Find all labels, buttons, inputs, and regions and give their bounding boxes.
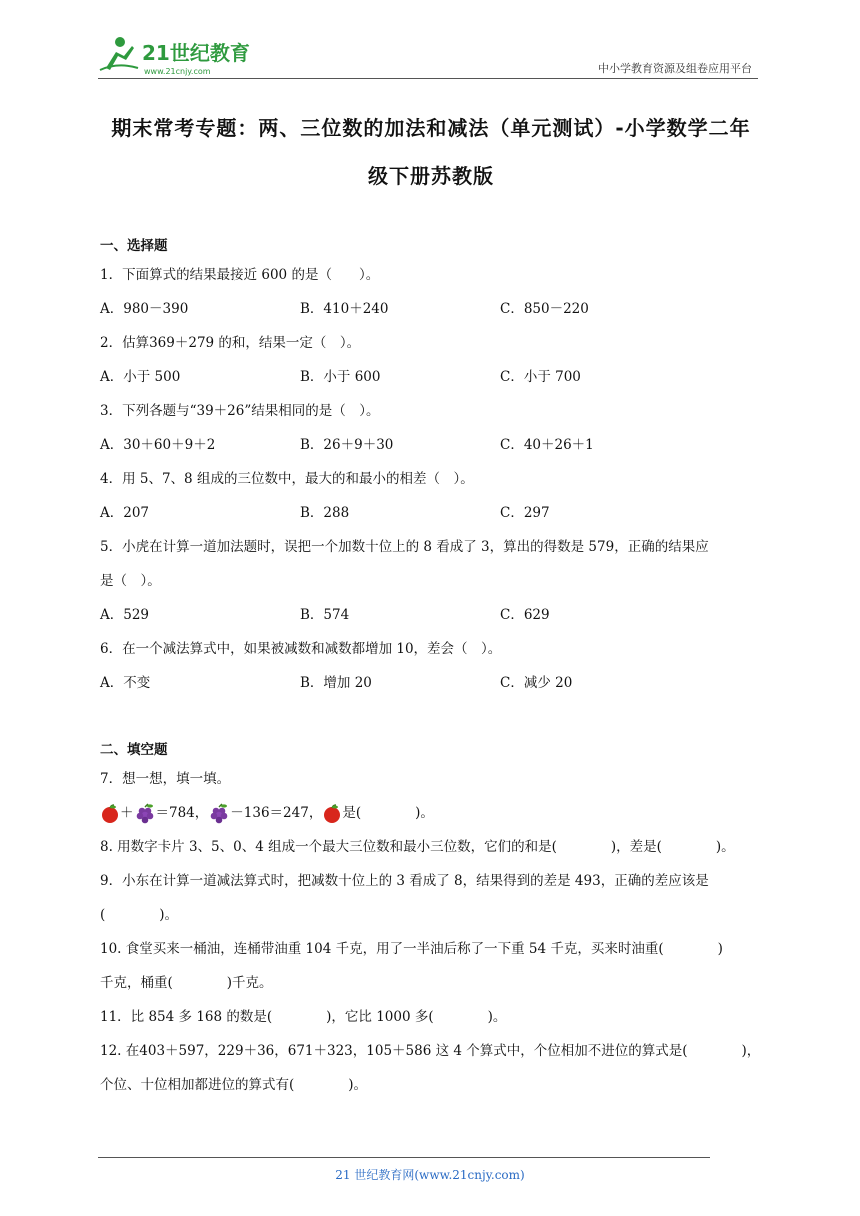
svg-text:21世纪教育: 21世纪教育 (142, 41, 250, 65)
option-c: C．850－220 (500, 301, 589, 317)
option-a: A．30＋60＋9＋2 (100, 437, 216, 453)
option-b: B．410＋240 (300, 301, 389, 317)
question-2: 2．估算369＋279 的和，结果一定（ ）。 (100, 335, 361, 351)
section-title: 二、填空题 (100, 742, 168, 758)
question-12: 12. 在403＋597，229＋36，671＋323，105＋586 这 4 个算式中，个位相加不进位的算式是( )， (100, 1043, 761, 1059)
section-title: 一、选择题 (100, 238, 168, 254)
option-b: B．26＋9＋30 (300, 437, 394, 453)
question-3: 3．下列各题与“39＋26”结果相同的是（ ）。 (100, 403, 380, 419)
question-10: 10. 食堂买来一桶油，连桶带油重 104 千克，用了一半油后称了一下重 54 千克，买来时油重( ) (100, 941, 723, 957)
equation-part: ＝784， (155, 805, 209, 821)
apple-icon (100, 804, 120, 824)
option-b: B．小于 600 (300, 369, 381, 385)
question-4: 4．用 5、7、8 组成的三位数中，最大的和最小的相差（ ）。 (100, 471, 474, 487)
page-title (96, 104, 766, 200)
footer-divider (98, 1157, 710, 1158)
question-10-cont: 千克，桶重( )千克。 (100, 975, 273, 991)
options-1 (100, 292, 762, 326)
plus-sign: ＋ (120, 805, 134, 821)
options-4 (100, 496, 762, 530)
title-line-1: 期末常考专题：两、三位数的加法和减法（单元测试）-小学数学二年 (111, 116, 751, 140)
equation-part: －136＝247， (230, 805, 323, 821)
question-9: 9．小东在计算一道减法算式时，把减数十位上的 3 看成了 8，结果得到的差是 493，正确的差应该是 (100, 873, 709, 889)
grape-icon (134, 803, 156, 825)
option-c: C．40＋26＋1 (500, 437, 594, 453)
option-a: A．小于 500 (100, 369, 181, 385)
apple-icon (322, 804, 342, 824)
option-b: B．288 (300, 505, 350, 521)
options-6 (100, 666, 762, 700)
title-line-2: 级下册苏教版 (368, 164, 494, 188)
question-12-cont: 个位、十位相加都进位的算式有( )。 (100, 1077, 368, 1093)
option-c: C．减少 20 (500, 675, 573, 691)
page-header (98, 28, 758, 78)
worksheet-content (100, 234, 762, 1102)
options-5 (100, 598, 762, 632)
option-a: A．不变 (100, 675, 151, 691)
option-a: A．980－390 (100, 301, 189, 317)
option-a: A．207 (100, 505, 150, 521)
option-b: B．574 (300, 607, 350, 623)
grape-icon (208, 803, 230, 825)
question-1: 1．下面算式的结果最接近 600 的是（ ）。 (100, 267, 380, 283)
question-5: 5．小虎在计算一道加法题时，误把一个加数十位上的 8 看成了 3，算出的得数是 579，正确的结果应 (100, 539, 709, 555)
option-c: C．小于 700 (500, 369, 581, 385)
options-3 (100, 428, 762, 462)
header-divider (98, 78, 758, 79)
footer-text: 21 世纪教育网(www.21cnjy.com) (335, 1168, 525, 1182)
question-7-equation (100, 796, 762, 830)
option-a: A．529 (100, 607, 150, 623)
logo-icon (98, 34, 268, 78)
option-b: B．增加 20 (300, 675, 372, 691)
question-11: 11．比 854 多 168 的数是( )，它比 1000 多( )。 (100, 1009, 507, 1025)
platform-name: 中小学教育资源及组卷应用平台 (598, 62, 752, 75)
question-9-cont: ( )。 (100, 907, 179, 923)
option-c: C．629 (500, 607, 550, 623)
options-2 (100, 360, 762, 394)
question-5-cont: 是（ ）。 (100, 573, 161, 589)
section-gap (100, 700, 762, 738)
question-6: 6．在一个减法算式中，如果被减数和减数都增加 10，差会（ ）。 (100, 641, 502, 657)
question-8: 8. 用数字卡片 3、5、0、4 组成一个最大三位数和最小三位数，它们的和是( )，差是( )。 (100, 839, 735, 855)
option-c: C．297 (500, 505, 550, 521)
answer-blank: 是( )。 (342, 805, 434, 821)
question-7: 7．想一想，填一填。 (100, 771, 231, 787)
svg-text:www.21cnjy.com: www.21cnjy.com (144, 67, 211, 76)
